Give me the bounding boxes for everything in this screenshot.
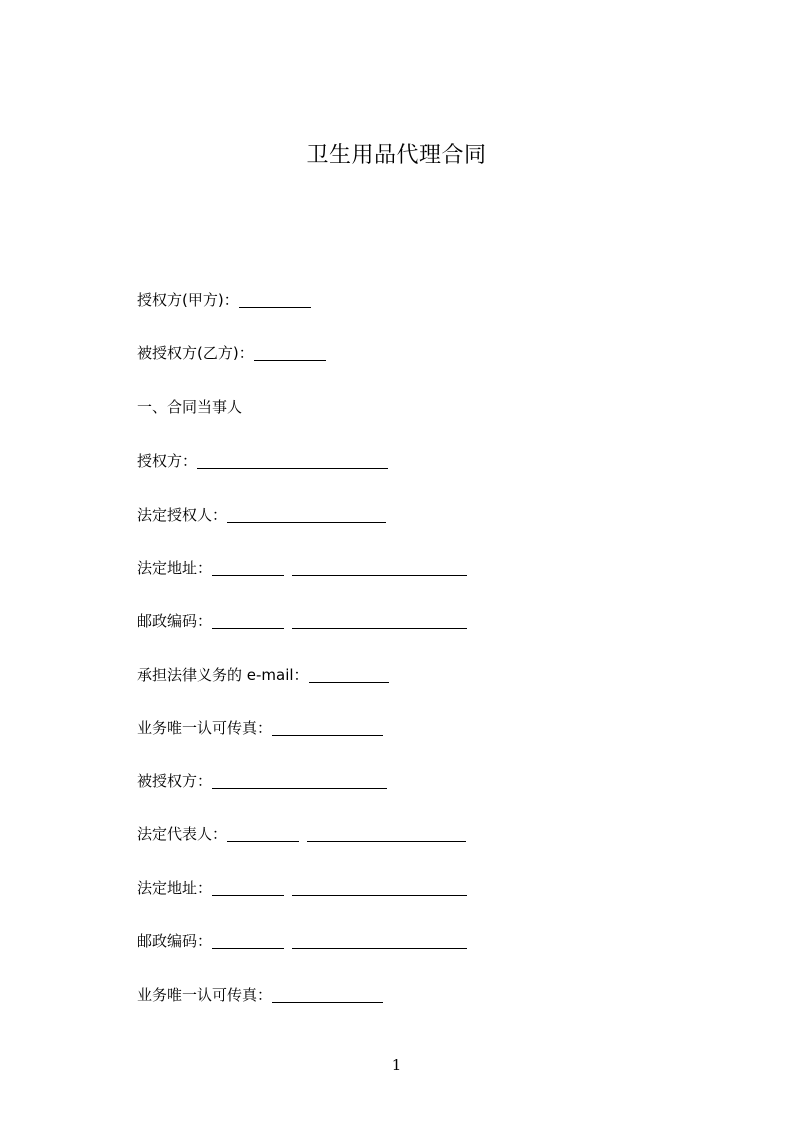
postal-code-line xyxy=(137,610,467,632)
grantee-fax-blank[interactable] xyxy=(272,985,383,1003)
legal-address-blank-2[interactable] xyxy=(292,558,467,576)
page-number: 1 xyxy=(391,1056,402,1074)
email-blank[interactable] xyxy=(309,665,389,683)
grantee-postal-code-line xyxy=(137,930,467,952)
grantor-line xyxy=(137,450,388,472)
grantee-fax-line xyxy=(137,984,383,1006)
legal-representative-blank-2[interactable] xyxy=(307,824,466,842)
legal-authorized-person-label: 法定授权人： xyxy=(137,506,228,524)
page-title: 卫生用品代理合同 xyxy=(306,143,487,168)
grantee-legal-address-line xyxy=(137,877,467,899)
grantee-postal-code-blank-1[interactable] xyxy=(212,931,284,949)
legal-representative-line xyxy=(137,823,466,845)
grantee-fax-label: 业务唯一认可传真： xyxy=(137,986,273,1004)
grantee-header-label: 被授权方(乙方)： xyxy=(137,344,254,362)
postal-code-label: 邮政编码： xyxy=(137,612,213,630)
grantee-header-blank[interactable] xyxy=(254,343,326,361)
grantee-postal-code-label: 邮政编码： xyxy=(137,932,213,950)
legal-address-blank-1[interactable] xyxy=(212,558,284,576)
email-line xyxy=(137,664,389,686)
grantee-legal-address-blank-2[interactable] xyxy=(292,878,467,896)
grantor-header-line xyxy=(137,289,311,311)
grantee-line xyxy=(137,770,387,792)
email-label: 承担法律义务的 e-mail： xyxy=(137,666,309,684)
grantee-legal-address-blank-1[interactable] xyxy=(212,878,284,896)
fax-line xyxy=(137,717,383,739)
legal-authorized-person-blank[interactable] xyxy=(227,505,386,523)
postal-code-blank-2[interactable] xyxy=(292,611,467,629)
grantee-legal-address-label: 法定地址： xyxy=(137,879,213,897)
grantor-blank[interactable] xyxy=(197,451,388,469)
postal-code-blank-1[interactable] xyxy=(212,611,284,629)
legal-representative-blank-1[interactable] xyxy=(227,824,299,842)
legal-authorized-person-line xyxy=(137,504,386,526)
grantee-blank[interactable] xyxy=(212,771,387,789)
grantee-header-line xyxy=(137,342,326,364)
legal-address-label: 法定地址： xyxy=(137,559,213,577)
fax-blank[interactable] xyxy=(272,718,383,736)
legal-address-line xyxy=(137,557,467,579)
grantee-postal-code-blank-2[interactable] xyxy=(292,931,467,949)
grantee-label: 被授权方： xyxy=(137,772,213,790)
legal-representative-label: 法定代表人： xyxy=(137,825,228,843)
fax-label: 业务唯一认可传真： xyxy=(137,719,273,737)
grantor-header-label: 授权方(甲方)： xyxy=(137,291,239,309)
grantor-header-blank[interactable] xyxy=(239,290,311,308)
grantor-label: 授权方： xyxy=(137,452,198,470)
section-heading: 一、合同当事人 xyxy=(137,398,243,416)
